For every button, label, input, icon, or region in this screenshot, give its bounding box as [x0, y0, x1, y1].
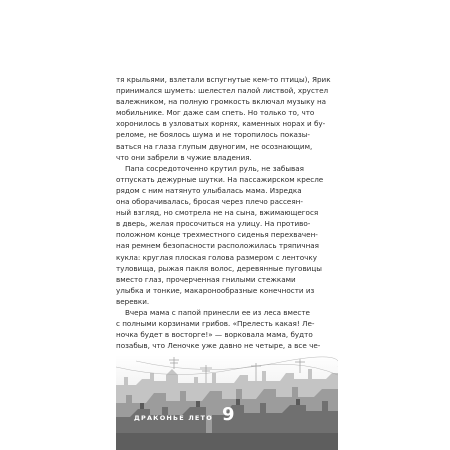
text-line: ный взгляд, но смотрела не на сына, вжимающегося — [116, 208, 319, 218]
text-line: принимался шуметь: шелестел палой листвой, хрустел — [116, 86, 329, 96]
body-text — [116, 74, 338, 396]
text-line: ная ремнем безопасности расположилась тряпичная — [116, 241, 320, 251]
text-line: вместо глаз, прочерченная гнилыми стежками — [116, 274, 296, 284]
text-line: Папа сосредоточенно крутил руль, не забывая — [125, 163, 304, 173]
text-line: валежником, на полную громкость включал музыку на — [116, 97, 327, 107]
text-line: ночка будет в восторге!» — ворковала мама, будто — [116, 330, 313, 340]
text-line: реломе, не боялось шума и не торопилось показы- — [116, 130, 311, 140]
text-line: хоронилось в узловатых корнях, каменных норах и бу- — [116, 119, 326, 129]
rooftop-skyline-illustration — [116, 355, 338, 450]
foreground-roof — [116, 433, 338, 450]
text-line: с полными корзинами грибов. «Прелесть какая! Ле- — [116, 319, 315, 329]
text-line: кукла: круглая плоская голова размером с ленточку — [116, 252, 317, 262]
text-line: туловища, рыжая пакля волос, деревянные пуговицы — [116, 263, 322, 273]
text-line: в дверь, желая просочиться на улицу. На противо- — [116, 219, 311, 229]
text-line: тя крыльями, взлетали вспугнутые кем-то птицы), Ярик — [116, 75, 331, 84]
text-line: Вчера мама с папой принесли ее из леса вместе — [125, 307, 310, 317]
running-title: ДРАКОНЬЕ ЛЕТО — [134, 414, 213, 422]
text-line: улыбка и тонкие, макаронообразные конечности из — [116, 285, 315, 295]
text-line: веревки. — [116, 296, 150, 306]
text-line: мобильнике. Мог даже сам спеть. Но только то, что — [116, 108, 315, 118]
text-line: она оборачивалась, бросая через плечо рассеян- — [116, 197, 303, 207]
text-line: отпускать дежурные шутки. На пассажирском кресле — [116, 174, 324, 184]
page-number: 9 — [222, 404, 235, 425]
text-line: что они забрели в чужие владения. — [116, 152, 252, 162]
text-line: положном конце трехместного сиденья перехвачен- — [116, 230, 318, 240]
text-line: позабыв, что Леночке уже давно не четыре, а все че- — [116, 341, 321, 351]
text-line: рядом с ним натянуто улыбалась мама. Изредка — [116, 185, 302, 195]
text-line: ваться на глаза глупым двуногим, не осознающим, — [116, 141, 313, 151]
